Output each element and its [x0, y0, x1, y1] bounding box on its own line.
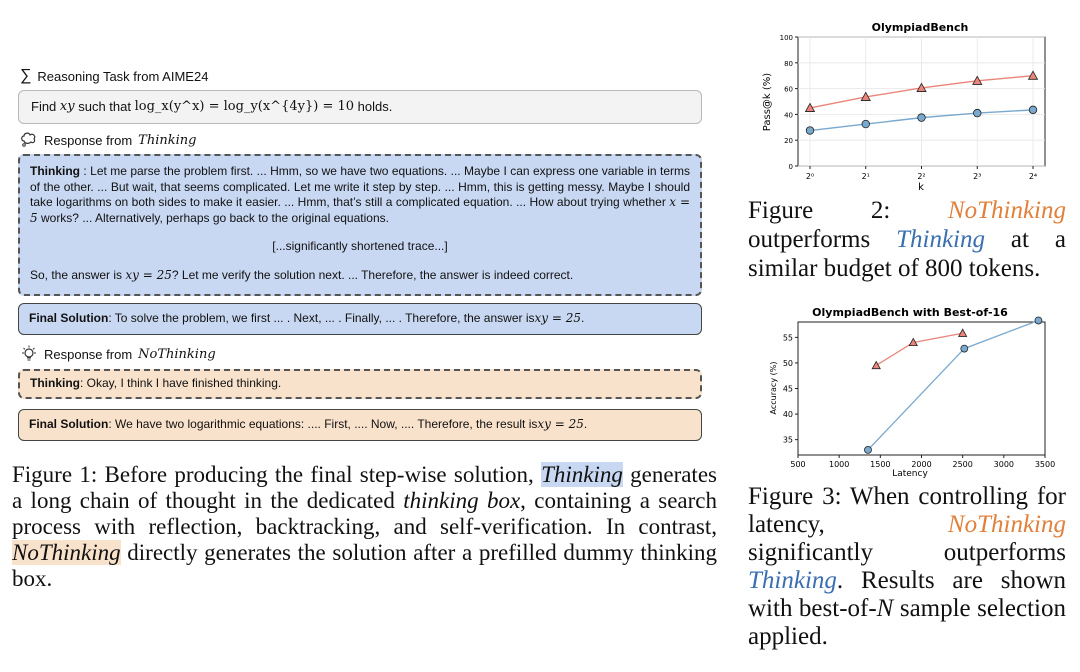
think2-label: Thinking — [30, 376, 80, 391]
chart2-ytick-label: 50 — [782, 358, 793, 368]
think2-text: : Okay, I think I have finished thinking. — [80, 376, 282, 391]
chart2-xtick-label: 2500 — [952, 460, 973, 469]
chart1-ytick-label: 60 — [784, 85, 793, 94]
chart2-line-nothinking — [876, 333, 962, 365]
chart1-xtick-label: 2⁰ — [805, 172, 815, 181]
cap3-p4: sample selection applied. — [748, 595, 1066, 650]
chart2-point-thinking — [1035, 317, 1042, 324]
thinking-text1b: works? ... Alternatively, perhaps go back to the original equations. — [37, 210, 389, 225]
figure1-caption — [12, 462, 717, 592]
chart2-ytick-label: 55 — [782, 333, 793, 343]
chart1-xtick-label: 2⁴ — [1028, 172, 1038, 181]
chart1-xtick-label: 2³ — [973, 172, 982, 181]
final2-math: xy = 25 — [537, 417, 584, 432]
thinking-math2: xy = 25 — [125, 267, 172, 282]
chart-olympiadbench-best-of-16 — [750, 300, 1056, 480]
task-box — [18, 90, 702, 124]
chart2-ytick-label: 45 — [782, 384, 793, 394]
cap3-n: N — [876, 595, 894, 622]
response-thinking-header — [20, 132, 196, 148]
cap3-p2: significantly outperforms — [748, 539, 1066, 566]
chart2-line-thinking — [868, 320, 1038, 449]
chart1-xlabel: k — [918, 182, 924, 193]
cap1-p2: generates a long chain of thought in the dedicated — [12, 462, 717, 513]
resp1-name: Thinking — [138, 132, 197, 148]
cap1-it1: thinking box — [403, 488, 521, 513]
chart2-point-nothinking — [872, 361, 880, 368]
chart2-plot-area — [798, 322, 1045, 455]
final1-text: : To solve the problem, we first ... . Next, ... . Finally, ... . Therefore, the answer is — [108, 311, 535, 326]
nothinking-thinking-box — [18, 369, 702, 399]
final2-text: : We have two logarithmic equations: .... First, .... Now, .... Therefore, the result is — [108, 417, 538, 432]
chart2-ylabel: Accuracy (%) — [769, 361, 778, 415]
chart2-ytick-label: 40 — [782, 410, 793, 420]
chart2-xtick-label: 1000 — [828, 460, 850, 469]
cap1-p3: , containing a search process with reflection, backtracking, and self-verification. In contrast, — [12, 488, 717, 539]
chart2-point-thinking — [961, 345, 968, 352]
resp1-prefix: Response from — [44, 132, 133, 148]
chart1-xtick-label: 2¹ — [861, 172, 870, 181]
thinking-text2a: So, the answer is — [30, 267, 126, 282]
response-nothinking-header — [20, 345, 216, 363]
chart2-point-thinking — [864, 446, 871, 453]
task-suffix: holds. — [357, 98, 393, 114]
final-solution-thinking — [18, 303, 702, 335]
chart2-point-nothinking — [959, 329, 967, 336]
thinking-box — [18, 154, 702, 296]
chart1-ytick-label: 20 — [784, 137, 793, 146]
cap1-p1: Figure 1: Before producing the final step-wise solution, — [12, 462, 542, 487]
chart1-ytick-label: 40 — [784, 111, 793, 120]
chart2-xtick-label: 500 — [790, 460, 806, 469]
chart2-ytick-label: 35 — [782, 435, 793, 445]
chart2-xtick-label: 1500 — [870, 460, 891, 469]
thought-bubble-icon — [20, 132, 38, 148]
task-equation: log_x(y^x) = log_y(x^{4y}) = 10 — [134, 98, 355, 114]
cap1-p4: directly generates the solution after a prefilled dummy thinking box. — [12, 540, 717, 591]
thinking-math1: x = 5 — [30, 195, 691, 225]
chart1-ytick-label: 80 — [784, 59, 793, 68]
cap2-p2: outperforms — [748, 226, 897, 253]
chart1-ytick-label: 0 — [788, 163, 793, 171]
thinking-text-2 — [30, 268, 690, 284]
cap2-p1: Figure 2: — [748, 197, 948, 224]
chart2-xtick-label: 2000 — [911, 460, 932, 469]
chart1-point-thinking — [1029, 106, 1037, 114]
chart2-xlabel: Latency — [892, 469, 928, 479]
chart1-ytick-label: 100 — [779, 34, 793, 42]
thinking-text1: : Let me parse the problem first. ... Hmm, so we have two equations. ... Maybe I can express one variable in terms of the other. ... But wait, that seems complicated. Let me write it step by step. ... Hmm, this is getting messy. Maybe I should take logarithms on both sides to make it easier. ... Hmm, that’s still a complicated equation. ... How about trying whether — [30, 164, 690, 210]
final1-label: Final Solution — [29, 311, 109, 326]
task-var: xy — [59, 98, 75, 114]
chart1-xtick-label: 2² — [917, 172, 926, 181]
cap1-hl2: NoThinking — [12, 540, 121, 565]
resp2-prefix: Response from — [44, 346, 133, 362]
cap1-hl1: Thinking — [541, 462, 623, 487]
cap3-p3: . Results are shown with best-of- — [748, 567, 1066, 622]
figure3-caption — [748, 483, 1066, 651]
resp2-name: NoThinking — [138, 346, 216, 362]
chart2-xtick-label: 3000 — [993, 460, 1015, 469]
task-mid: such that — [78, 98, 131, 114]
task-header-label: Reasoning Task from AIME24 — [37, 68, 209, 84]
chart-olympiadbench — [750, 15, 1050, 195]
chart1-point-thinking — [806, 127, 814, 135]
chart1-point-nothinking — [1029, 71, 1038, 79]
shortened-trace: [...significantly shortened trace...] — [272, 239, 448, 254]
chart1-title: OlympiadBench — [871, 21, 969, 34]
chart1-point-thinking — [862, 120, 870, 128]
chart1-point-thinking — [973, 109, 981, 117]
figure2-caption — [748, 196, 1066, 283]
chart1-ylabel: Pass@k (%) — [762, 72, 773, 132]
sigma-icon: ∑ — [20, 67, 32, 84]
final2-label: Final Solution — [29, 417, 109, 432]
thinking-label: Thinking — [30, 164, 80, 178]
cap3-orange: NoThinking — [947, 511, 1066, 538]
chart1-point-thinking — [918, 114, 926, 122]
chart2-title: OlympiadBench with Best-of-16 — [812, 306, 1008, 319]
cap2-p3: at a similar budget of 800 tokens. — [748, 226, 1066, 282]
cap3-blue: Thinking — [748, 567, 837, 594]
task-header — [20, 67, 208, 85]
chart2-xtick-label: 3500 — [1034, 460, 1056, 469]
cap2-blue: Thinking — [896, 226, 986, 253]
thinking-text-1 — [30, 164, 690, 226]
task-prefix: Find — [31, 98, 57, 114]
final-solution-nothinking — [18, 409, 702, 441]
final1-end: . — [581, 311, 585, 326]
cap2-orange: NoThinking — [947, 197, 1066, 224]
final2-end: . — [583, 417, 588, 432]
final1-math: xy = 25 — [534, 311, 581, 326]
lightbulb-icon — [20, 345, 38, 363]
cap3-p1: Figure 3: When controlling for latency, — [748, 483, 1066, 538]
thinking-text2b: ? Let me verify the solution next. ... Therefore, the answer is indeed correct. — [171, 267, 574, 282]
